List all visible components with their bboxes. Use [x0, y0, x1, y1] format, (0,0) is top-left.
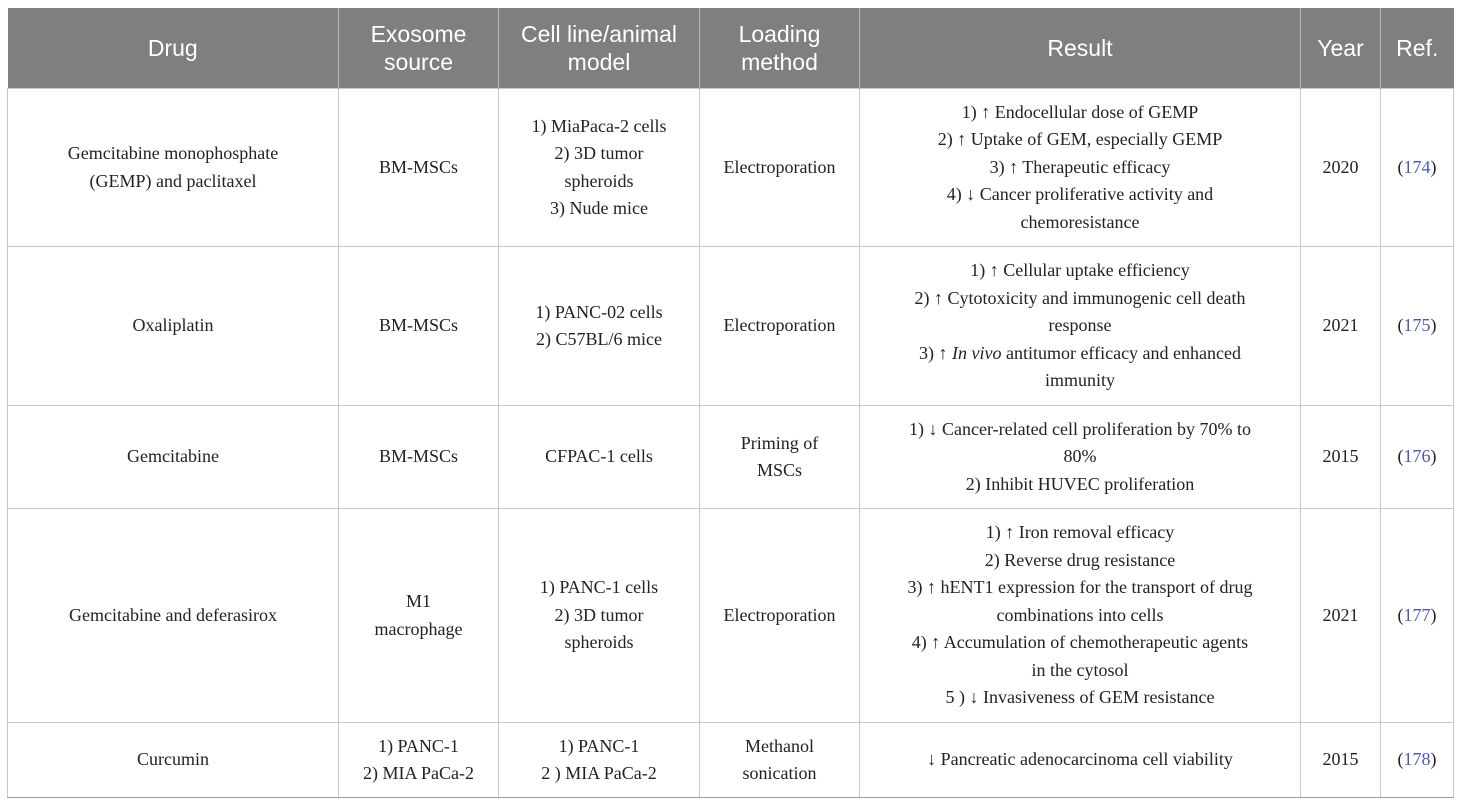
table-row	[8, 509, 1454, 723]
model-cell: 1) PANC-1 2 ) MIA PaCa-2	[499, 723, 700, 798]
method-cell: Priming of MSCs	[700, 406, 860, 509]
method-cell: Methanol sonication	[700, 723, 860, 798]
header-ref: Ref.	[1381, 8, 1454, 89]
table-row	[8, 406, 1454, 509]
year-cell: 2021	[1301, 509, 1381, 723]
ref-cell: (175)	[1381, 247, 1454, 406]
ref-link[interactable]: 174	[1403, 156, 1431, 177]
ref-link[interactable]: 178	[1403, 749, 1431, 770]
year-cell: 2015	[1301, 406, 1381, 509]
source-cell: BM-MSCs	[339, 89, 499, 247]
source-cell: 1) PANC-1 2) MIA PaCa-2	[339, 723, 499, 798]
header-loading-method: Loading method	[700, 8, 860, 89]
year-cell: 2021	[1301, 247, 1381, 406]
drug-cell: Gemcitabine and deferasirox	[8, 509, 339, 723]
drug-cell: Curcumin	[8, 723, 339, 798]
result-cell: 1) ↑ Cellular uptake efficiency 2) ↑ Cytotoxicity and immunogenic cell death response 3) ↑ In vivo antitumor efficacy and enhanced immunity	[860, 247, 1301, 406]
ref-cell: (174)	[1381, 89, 1454, 247]
result-cell: 1) ↓ Cancer-related cell proliferation by 70% to 80% 2) Inhibit HUVEC proliferation	[860, 406, 1301, 509]
table-row	[8, 247, 1454, 406]
model-cell: CFPAC-1 cells	[499, 406, 700, 509]
drug-exosome-table-container	[7, 8, 1453, 798]
ref-cell: (177)	[1381, 509, 1454, 723]
ref-cell: (178)	[1381, 723, 1454, 798]
source-cell: M1 macrophage	[339, 509, 499, 723]
result-cell: 1) ↑ Iron removal efficacy 2) Reverse drug resistance 3) ↑ hENT1 expression for the transport of drug combinations into cells 4) ↑ Accumulation of chemotherapeutic agents in the cytosol 5 ) ↓ Invasiveness of GEM resistance	[860, 509, 1301, 723]
method-cell: Electroporation	[700, 247, 860, 406]
drug-cell: Gemcitabine	[8, 406, 339, 509]
method-cell: Electroporation	[700, 89, 860, 247]
drug-exosome-table	[7, 8, 1454, 798]
drug-cell: Oxaliplatin	[8, 247, 339, 406]
table-row	[8, 723, 1454, 798]
year-cell: 2020	[1301, 89, 1381, 247]
ref-link[interactable]: 175	[1403, 315, 1431, 336]
model-cell: 1) MiaPaca-2 cells 2) 3D tumor spheroids 3) Nude mice	[499, 89, 700, 247]
header-year: Year	[1301, 8, 1381, 89]
model-cell: 1) PANC-1 cells 2) 3D tumor spheroids	[499, 509, 700, 723]
result-cell: ↓ Pancreatic adenocarcinoma cell viability	[860, 723, 1301, 798]
header-exosome-source: Exosome source	[339, 8, 499, 89]
model-cell: 1) PANC-02 cells 2) C57BL/6 mice	[499, 247, 700, 406]
table-row	[8, 89, 1454, 247]
ref-link[interactable]: 176	[1403, 446, 1431, 467]
header-drug: Drug	[8, 8, 339, 89]
header-cell-line: Cell line/animal model	[499, 8, 700, 89]
year-cell: 2015	[1301, 723, 1381, 798]
header-row	[8, 8, 1454, 89]
source-cell: BM-MSCs	[339, 247, 499, 406]
ref-link[interactable]: 177	[1403, 604, 1431, 625]
header-result: Result	[860, 8, 1301, 89]
source-cell: BM-MSCs	[339, 406, 499, 509]
method-cell: Electroporation	[700, 509, 860, 723]
ref-cell: (176)	[1381, 406, 1454, 509]
result-cell: 1) ↑ Endocellular dose of GEMP 2) ↑ Uptake of GEM, especially GEMP 3) ↑ Therapeutic efficacy 4) ↓ Cancer proliferative activity and chemoresistance	[860, 89, 1301, 247]
drug-cell: Gemcitabine monophosphate (GEMP) and paclitaxel	[8, 89, 339, 247]
